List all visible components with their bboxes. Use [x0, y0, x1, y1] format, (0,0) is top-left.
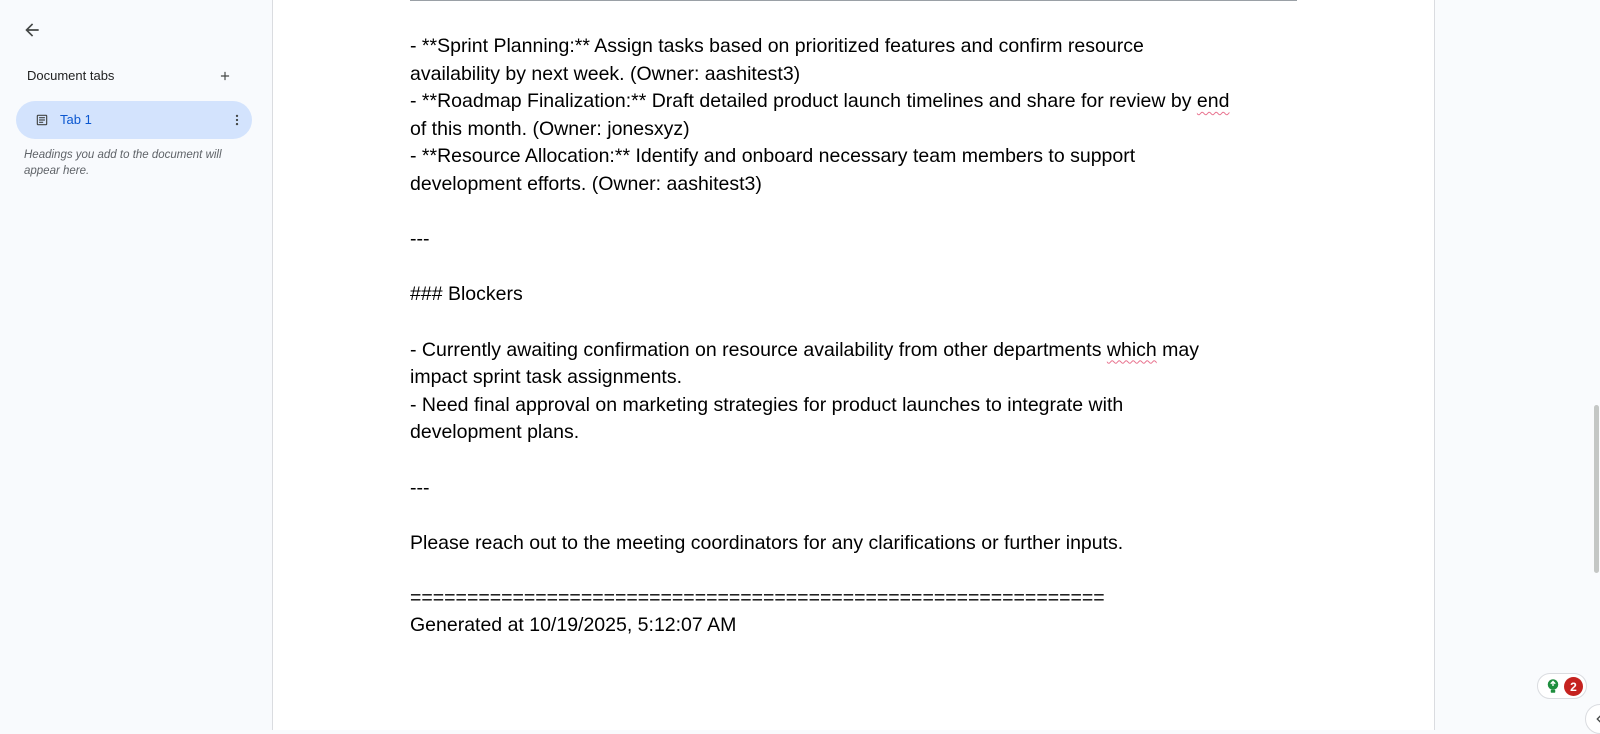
tab-options-button[interactable] [228, 111, 246, 129]
document-body[interactable] [410, 33, 1310, 640]
document-icon [35, 113, 49, 127]
doc-line: availability by next week. (Owner: aashitest3) [410, 62, 801, 85]
doc-line: impact sprint task assignments. [410, 366, 683, 389]
document-outline-sidebar [0, 0, 273, 730]
separator-line: ============================================================= [410, 586, 1105, 609]
doc-line: development plans. [410, 421, 580, 444]
document-tabs-heading: Document tabs [27, 68, 115, 83]
more-vert-icon [230, 113, 244, 127]
grammar-flag[interactable]: which [1106, 338, 1157, 361]
suggestion-count-badge: 2 [1564, 677, 1583, 696]
doc-line: - **Resource Allocation:** Identify and onboard necessary team members to support [410, 145, 1136, 168]
horizontal-rule-text: --- [410, 228, 430, 251]
horizontal-rule-text: --- [410, 476, 430, 499]
back-button[interactable] [18, 16, 46, 44]
doc-text: may [1156, 338, 1200, 361]
generated-timestamp: Generated at 10/19/2025, 5:12:07 AM [410, 614, 737, 637]
doc-text: - **Roadmap Finalization:** Draft detailed product launch timelines and share for review by [410, 90, 1197, 113]
doc-line: of this month. (Owner: jonesxyz) [410, 117, 690, 140]
doc-line [410, 88, 1310, 116]
blank-line [410, 447, 1310, 475]
doc-line: - **Sprint Planning:** Assign tasks based on prioritized features and confirm resource [410, 35, 1144, 57]
blank-line [410, 199, 1310, 227]
spelling-flag[interactable]: end [1196, 90, 1230, 113]
doc-line [410, 337, 1310, 365]
blank-line [410, 557, 1310, 585]
document-page[interactable] [273, 0, 1435, 730]
chevron-left-icon [1591, 711, 1600, 727]
add-tab-button[interactable] [216, 67, 234, 85]
suggestions-button[interactable] [1537, 673, 1587, 699]
blank-line [410, 309, 1310, 337]
doc-line: Please reach out to the meeting coordinators for any clarifications or further inputs. [410, 531, 1124, 554]
blank-line [410, 502, 1310, 530]
plus-icon [218, 69, 232, 83]
doc-line: - Need final approval on marketing strategies for product launches to integrate with [410, 393, 1124, 416]
page-top-divider [410, 0, 1297, 1]
tab-1[interactable] [16, 101, 252, 139]
scrollbar-thumb[interactable] [1594, 405, 1599, 573]
lightbulb-icon [1544, 677, 1562, 695]
tab-label: Tab 1 [60, 112, 92, 127]
doc-line: development efforts. (Owner: aashitest3) [410, 172, 762, 195]
headings-hint: Headings you add to the document will appear here. [24, 149, 222, 177]
section-heading: ### Blockers [410, 283, 523, 306]
right-margin [1435, 0, 1600, 730]
arrow-back-icon [22, 20, 42, 40]
blank-line [410, 254, 1310, 282]
doc-text: - Currently awaiting confirmation on resource availability from other departments [410, 338, 1107, 361]
